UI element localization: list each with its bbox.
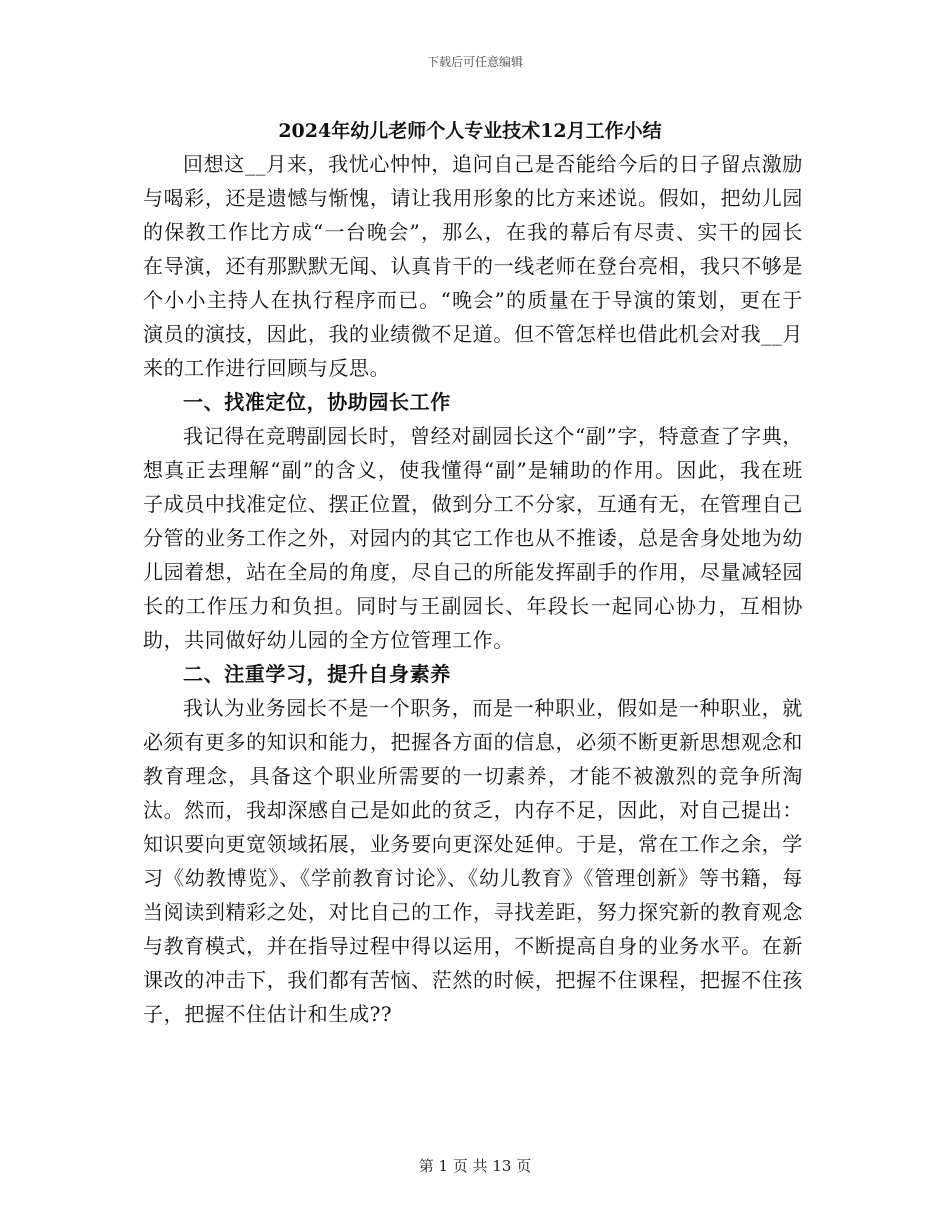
document-body [143,147,803,1031]
section-heading-1: 一、找准定位，协助园长工作 [183,390,451,414]
section-heading-2: 二、注重学习，提升自身素养 [183,662,451,686]
section-2-paragraph: 我认为业务园长不是一个职务，而是一种职业，假如是一种职业，就必须有更多的知识和能力，把握各方面的信息，必须不断更新思想观念和教育理念，具备这个职业所需要的一切素养，才能不被激烈的竞争所淘汰。然而，我却深感自己是如此的贫乏，内存不足，因此，对自己提出：知识要向更宽领域拓展，业务要向更深处延伸。于是，常在工作之余，学习《幼教博览》、《学前教育讨论》、《幼儿教育》《管理创新》等书籍，每当阅读到精彩之处，对比自己的工作，寻找差距，努力探究新的教育观念与教育模式，并在指导过程中得以运用，不断提高自身的业务水平。在新课改的冲击下，我们都有苦恼、茫然的时候，把握不住课程，把握不住孩子，把握不住估计和生成?? [143,696,803,1026]
section-1-paragraph: 我记得在竞聘副园长时，曾经对副园长这个“副”字，特意查了字典，想真正去理解“副”的含义，使我懂得“副”是辅助的作用。因此，我在班子成员中找准定位、摆正位置，做到分工不分家，互通有无，在管理自己分管的业务工作之外，对园内的其它工作也从不推诿，总是舍身处地为幼儿园着想，站在全局的角度，尽自己的所能发挥副手的作用，尽量减轻园长的工作压力和负担。同时与王副园长、年段长一起同心协力，互相协助，共同做好幼儿园的全方位管理工作。 [143,424,803,652]
document-title: 2024年幼儿老师个人专业技术12月工作小结 [278,120,662,142]
intro-paragraph: 回想这__月来，我忧心忡忡，追问自己是否能给今后的日子留点激励与喝彩，还是遗憾与惭愧，请让我用形象的比方来述说。假如，把幼儿园的保教工作比方成“一台晚会”，那么，在我的幕后有尽责、实干的园长在导演，还有那默默无闻、认真肯干的一线老师在登台亮相，我只不够是个小小主持人在执行程序而已。“晚会”的质量在于导演的策划，更在于演员的演技，因此，我的业绩微不足道。但不管怎样也借此机会对我__月来的工作进行回顾与反思。 [143,152,803,380]
page-number: 第 1 页 共 13 页 [418,1157,532,1175]
download-note: 下载后可任意编辑 [426,55,523,69]
